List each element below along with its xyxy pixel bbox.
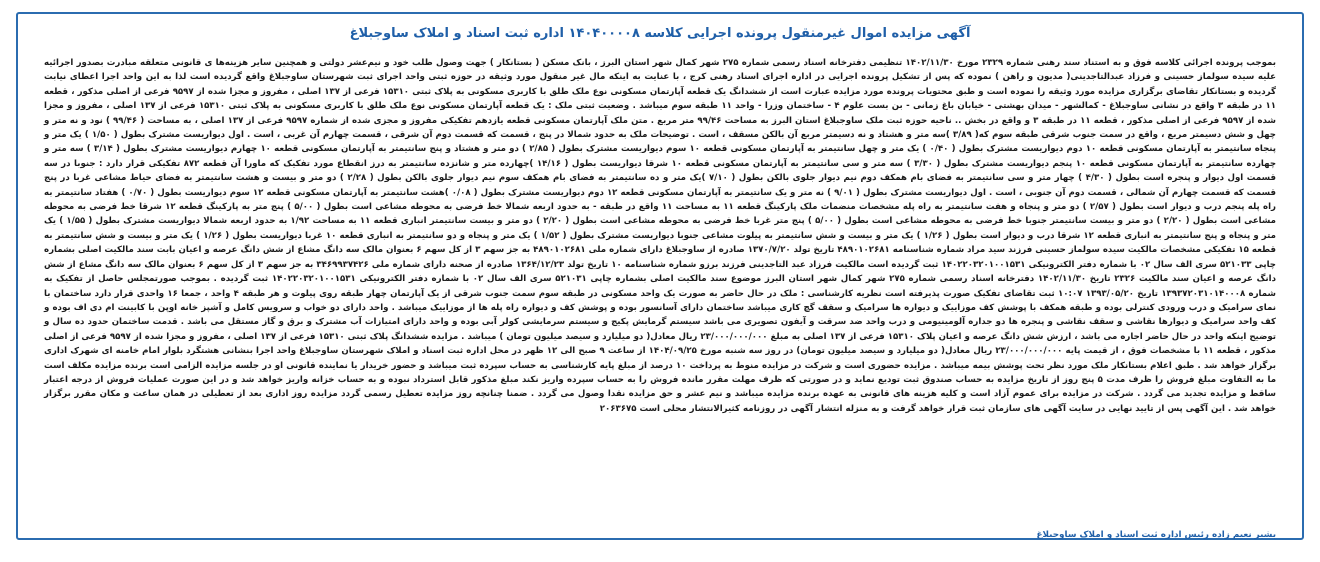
notice-body: بموجب پرونده اجرائی کلاسه فوق و به استناد سند رهنی شماره ۲۳۲۹ مورخ ۱۴۰۲/۱۱/۳۰ تنظیمی دفترخانه اسناد رسمی شماره ۲۷۵ شهر کمال شهر استان البرز ، بانک مسکن ( بستانکار ) جهت وصول طلب خود و نیم‌عشر دولتی و همچنین سایر هزینه‌ها ی قانونی متعلقه مبادرت بصدور اجرائیه علیه سیده سولماز حسینی و فرزاد عبدالتاجدینی( مدیون و راهن ) نموده که پس از تشکیل پرونده اجرایی در اداره اجرای اسناد رهنی کرج ، با عنایت به اینکه مال غیر منقول مورد وثیقه در حوزه ثبتی واحد اجرای ثبت شهرستان ساوجبلاغ واقع گردیده است لذا به این واحد اجرا اعطای نیابت گردیده و بستانکار تقاضای برگزاری مزایده مورد وثیقه را نموده است و طبق محتویات پرونده مورد مزایده عبارت است از ششدانگ یک قطعه آپارتمان مسکونی نوع ملک طلق با کاربری مسکونی به پلاک ثبتی ۱۵۳۱۰ فرعی از ۱۳۷ اصلی ، مفروز و مجزا شده از ۹۵۹۷ فرعی از اصلی مذکور ، قطعه ۱۱ در طبقه ۳ واقع در نشانی ساوجبلاغ - کمالشهر - میدان بهشتی - خیابان باغ زمانی - بن بست علوم ۴ - ساختمان وزرا - واحد ۱۱ طبقه سوم میباشد . وضعیت ثبتی ملک : یک قطعه آپارتمان مسکونی نوع ملک طلق با کاربری مسکونی به پلاک ثبتی ۱۵۳۱۰ فرعی از ۱۳۷ اصلی ، مفروز و مجزا شده از ۹۵۹۷ فرعی از اصلی مذکور ، قطعه ۱۱ در طبقه ۳ و واقع در بخش .. ناحیه حوزه ثبت ملک ساوجبلاغ استان البرز به مساحت ۹۹/۴۶ متر مربع . متن ملک آپارتمان مسکونی قطعه یازدهم تفکیکی مفروز و مجزی شده از شماره ۹۵۹۷ فرعی از ۱۳۷ اصلی ، به مساحت ( ۹۹/۴۶ ) نود و نه متر و چهل و شش دسیمتر مربع ، واقع در سمت جنوب شرقی طبقه سوم که( ۳/۸۹ )سه متر و هشتاد و نه دسیمتر مربع آن بالکن مسقف ، است . توضیحات ملک به حدود شمالا در پنج ، قسمت که قسمت دوم آن شرقی ، قسمت چهارم آن غربی ، است . اول دیواریست مشترک بطول ( ۱/۵۰ ) یک متر و پنجاه سانتیمتر به آپارتمان مسکونی قطعه ۱۰ دوم دیواریست مشترک بطول ( ۰/۴۰ ) یک متر و چهل سانتیمتر به آپارتمان مسکونی قطعه ۱۰ سوم دیواریست مشترک بطول ( ۲/۸۵ ) دو متر و هشتاد و پنج سانتیمتر به آپارتمان مسکونی قطعه ۱۰ چهارم دیواریست مشترک بطول ( ۳/۱۴ ) سه متر و چهارده سانتیمتر به آپارتمان مسکونی قطعه ۱۰ پنجم دیواریست مشترک بطول ( ۳/۳۰ ) سه متر و سی سانتیمتر به آپارتمان مسکونی قطعه ۱۰ شرقا دیواریست بطول ( ۱۴/۱۶ )چهارده متر و شانزده سانتیمتر به درز انقطاع مورد تفکیک که ماورا آن قطعه ۸۷۲ تفکیکی قرار دارد : جنوبا در سه قسمت اول دیوار و پنجره است بطول ( ۴/۳۰ ) چهار متر و سی سانتیمتر به فضای بام همکف دوم نیم دیوار جلوی بالکن بطول ( ۷/۱۰ )یک متر و ده سانتیمتر به فضای بام همکف سوم نیم دیوار جلوی بالکن بطول ( ۲/۲۸ ) دو متر و بیست و هشت سانتیمتر به فضای حیاط مشاعی غربا در پنج قسمت که قسمت چهارم آن شمالی ، قسمت دوم آن جنوبی ، است . اول دیواریست مشترک بطول ( ۹/۰۱ ) نه متر و یک سانتیمتر به آپارتمان مسکونی قطعه ۱۲ دوم دیواریست مشترک بطول ( ۰/۰۸ )هشت سانتیمتر به آپارتمان مسکونی قطعه ۱۲ سوم دیواریست بطول ( ۰/۷۰ ) هفتاد سانتیمتر به راه پله پنجم درب و دیوار است بطول ( ۲/۵۷ ) دو متر و پنجاه و هفت سانتیمتر به راه پله مشخصات منضمات ملک پارکینگ قطعه ۱۱ به مساحت ۱۱ واقع در طبقه - به حدود اربعه شمالا خط فرضی به محوطه مشاعی است بطول ( ۵/۰۰ ) پنج متر به پارکینگ قطعه ۱۲ شرقا خط فرضی به محوطه مشاعی است بطول ( ۲/۲۰ ) دو متر و بیست سانتیمتر جنوبا خط فرضی به محوطه مشاعی است بطول ( ۵/۰۰ ) پنج متر غربا خط فرضی به محوطه مشاعی است بطول ( ۲/۲۰ ) دو متر و بیست سانتیمتر انباری قطعه ۱۱ به مساحت ۱/۹۲ به حدود اربعه شمالا دیواریست مشترک بطول ( ۱/۵۵ ) یک متر و پنجاه و پنج سانتیمتر به انباری قطعه ۱۲ شرقا درب و دیوار است بطول ( ۱/۲۶ ) یک متر و بیست و شش سانتیمتر به پیلوت مشاعی جنوبا دیواریست مشترک بطول ( ۱/۵۲ ) یک متر و پنجاه و دو سانتیمتر به انباری قطعه ۱۰ غربا دیواریست بطول ( ۱/۲۶ ) یک متر و بیست و شش سانتیمتر به قطعه ۱۵ تفکیکی مشخصات مالکیت سیده سولماز حسینی فرزند سید مراد شماره شناسنامه ۴۸۹۰۱۰۲۶۸۱ تاریخ تولد ۱۳۷۰/۷/۲۰ صادره از ساوجبلاغ دارای شماره ملی ۴۸۹۰۱۰۲۶۸۱ به جز سهم ۳ از کل سهم ۶ بعنوان مالک سه دانگ مشاع از شش دانگ عرصه و اعیان بابت سند مالکیت اصلی بشماره چاپی ۵۲۱۰۳۳ سری الف سال ۰۲ با شماره دفتر الکترونیکی ۱۴۰۲۲۰۳۲۰۱۰۰۱۵۳۱ ثبت گردیده است مالکیت فرزاد عبد التاجدینی فرزند برزو شماره شناسنامه ۱۰ تاریخ تولد ۱۳۶۴/۱۲/۲۳ صادره از صحنه دارای شماره ملی ۳۴۶۹۹۳۷۴۲۶ به جز سهم ۳ از کل سهم ۶ بعنوان مالک سه دانگ مشاع از شش دانگ عرصه و اعیان سند مالکیت ۲۳۲۶ تاریخ ۱۴۰۲/۱۱/۳۰ دفترخانه اسناد رسمی شماره ۲۷۵ شهر کمال شهر استان البرز موضوع سند مالکیت اصلی بشماره چاپی ۵۲۱۰۳۱ سری الف سال ۰۲ با شماره دفتر الکترونیکی ۱۴۰۲۲۰۳۲۰۱۰۰۱۵۳۱ ثبت گردیده . بموجب صورتمجلس حاصل از تفکیک به شماره ۱۳۹۳۷۲۰۳۱۰۱۴۰۰۰۸ تاریخ ۱۳۹۳/۰۵/۲۰ ۱۰:۰۷ ثبت تقاضای تفکیک صورت پذیرفته است نظریه کارشناسی : ملک در حال حاضر به صورت یک واحد مسکونی در طبقه سوم سمت جنوب شرقی از یک آپارتمان چهار طبقه روی پیلوت و هر طبقه ۴ واحد ، جمعا ۱۶ واحدی قرار دارد ساختمان با نمای سرامیک و درب ورودی کنترلی بوده و طبقه همکف با پوشش کف موزاییک و دیواره ها سرامیک و سقف گچ کاری میباشد ساختمان دارای آسانسور بوده و پوشش کف و دیواره راه پله ها از موزاییک میباشد . واحد دارای دو خواب و سرویس کامل و آشپز خانه اوپن با کابینت ام دی اف بوده و کف واحد سرامیک و دیوارها نقاشی و سقف نقاشی و پنجره ها دو جداره آلومینیومی و درب واحد ضد سرقت و آیفون تصویری می باشد سیستم گرمایش پکیج و سیستم سرمایشی کولر آبی بوده و واحد دارای امتیازات آب مشترک و برق و گاز مستقل می باشد . قدمت ساختمان حدود ده سال و توضیح اینکه واحد در حال حاضر اجاره می باشد ، ارزش شش دانگ عرصه و اعیان پلاک ۱۵۳۱۰ فرعی از ۱۳۷ اصلی به مبلغ ۲۳/۰۰۰/۰۰۰/۰۰۰ ریال معادل( دو میلیارد و سیصد میلیون تومان ) میباشد . مزایده ششدانگ پلاک ثبتی ۱۵۳۱۰ فرعی از ۱۳۷ اصلی ، مفروز و مجزا شده از ۹۵۹۷ فرعی از اصلی مذکور ، قطعه ۱۱ با مشخصات فوق ، از قیمت پایه ۲۳/۰۰۰/۰۰۰/۰۰۰ ریال معادل( دو میلیارد و سیصد میلیون تومان) در روز سه شنبه مورخ ۱۴۰۴/۰۹/۲۵ از ساعت ۹ صبح الی ۱۲ ظهر در محل اداره ثبت اسناد و املاک شهرستان ساوجبلاغ واحد اجرا بنشانی هشتگرد بلوار امام خامنه ای شهرک اداری برگزار خواهد شد . طبق اعلام بستانکار ملک مورد نظر تحت پوشش بیمه میباشد . مزایده حضوری است و شرکت در مزایده منوط به پرداخت ۱۰ درصد از مبلغ پایه کارشناسی به حساب سپرده ثبت میباشد و حضور خریدار یا نماینده قانونی او در جلسه مزایده الزامی است برنده مزایده مکلف است ما به التفاوت مبلغ فروش را ظرف مدت ۵ پنج روز از تاریخ مزایده به حساب صندوق ثبت تودیع نماید و در صورتی که ظرف مهلت مقرر مانده فروش را به حساب سپرده واریز نکند مبلغ مذکور قابل استرداد نبوده و به حساب خزانه واریز خواهد شد و در این صورت عملیات فروش از درجه اعتبار ساقط و مزایده تجدید می گردد . شرکت در مزایده برای عموم آزاد است و کلیه هزینه های قانونی به عهده برنده مزایده میباشد و نیم عشر و حق مزایده نقدا وصول می گردد . ضمنا چنانچه روز مزایده تعطیل رسمی گردد مزایده روز اداری بعد از تعطیلی در همان ساعت و مکان مقرر برگزار خواهد شد . این آگهی پس از تایید نهایی در سایت آگهی های سازمان ثبت قرار خواهد گرفت و به منزله انتشار آگهی در روزنامه کثیرالانتشار محلی است ۲۰۶۳۶۷۵ bbox=[44, 58, 1277, 414]
notice-title: آگهی مزایده اموال غیرمنقول پرونده اجرایی کلاسه ۱۴۰۴۰۰۰۰۸ اداره ثبت اسناد و املاک ساوجبلاغ bbox=[349, 26, 971, 41]
notice-frame bbox=[16, 12, 1304, 540]
notice-signature: بشیر نعیم زاده رئیس اداره ثبت اسناد و املاک ساوجبلاغ bbox=[1036, 530, 1276, 540]
